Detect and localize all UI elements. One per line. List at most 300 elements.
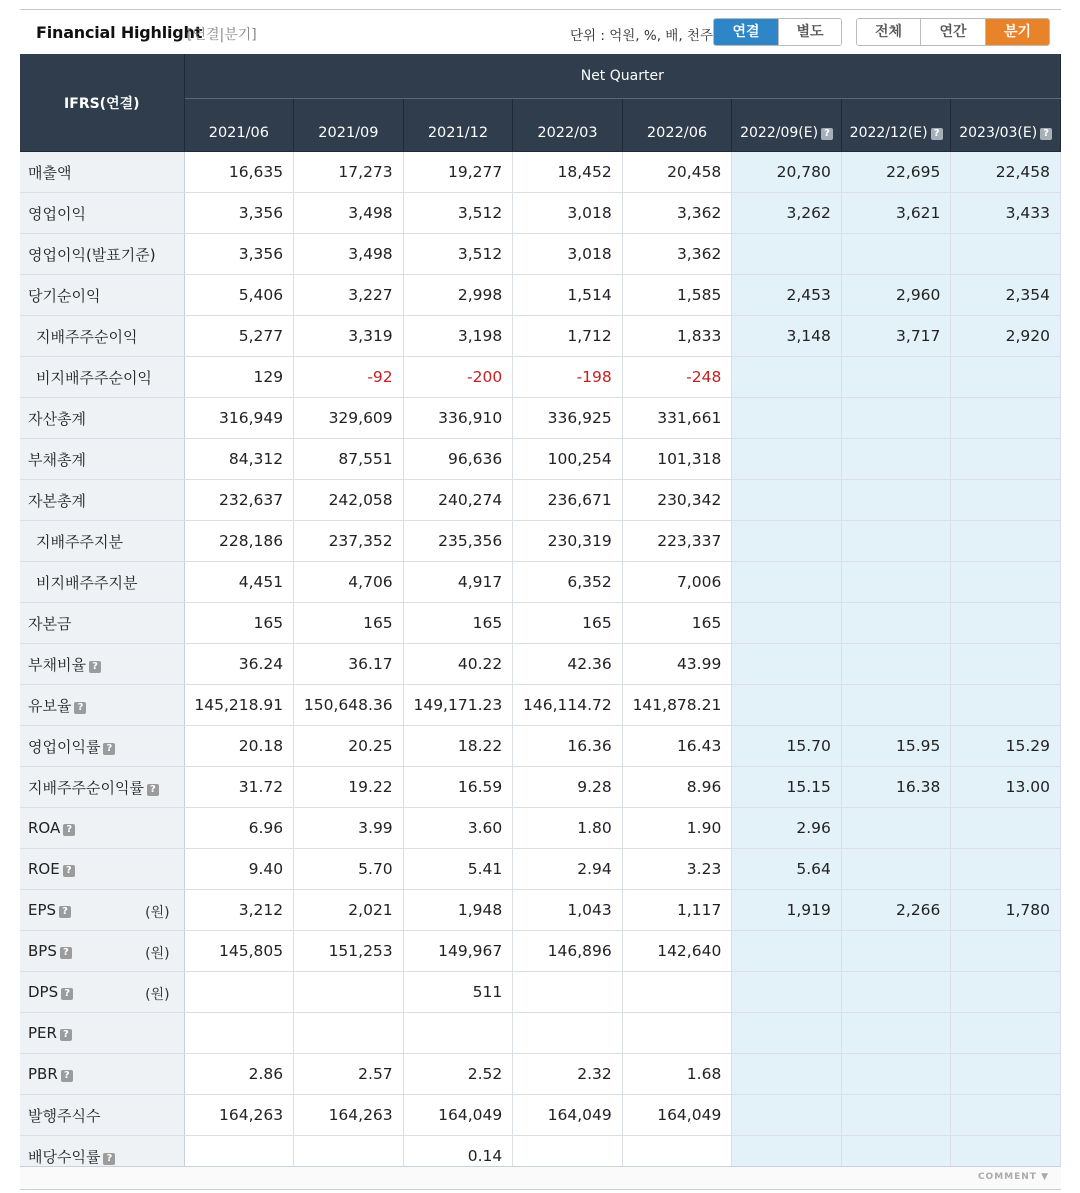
financial-table (20, 54, 1061, 1177)
value-cell: 2,960 (841, 275, 951, 316)
table-row (20, 644, 1061, 685)
value-cell: 4,917 (403, 562, 513, 603)
value-cell (951, 357, 1061, 398)
value-cell: 3,018 (513, 193, 623, 234)
row-label-cell (20, 439, 184, 480)
value-cell (841, 1013, 951, 1054)
value-cell: 16.36 (513, 726, 623, 767)
value-cell: 16.59 (403, 767, 513, 808)
value-cell (841, 398, 951, 439)
value-cell (951, 480, 1061, 521)
value-cell: 7,006 (622, 562, 732, 603)
value-cell: 149,967 (403, 931, 513, 972)
row-label-cell (20, 357, 184, 398)
row-label-cell (20, 562, 184, 603)
value-cell: 84,312 (184, 439, 294, 480)
row-label-cell (20, 1054, 184, 1095)
value-cell (841, 931, 951, 972)
value-cell: 146,896 (513, 931, 623, 972)
value-cell: 1.80 (513, 808, 623, 849)
value-cell: 165 (622, 603, 732, 644)
value-cell: 3,512 (403, 193, 513, 234)
value-cell (841, 972, 951, 1013)
value-cell (951, 439, 1061, 480)
row-label-cell (20, 1095, 184, 1136)
value-cell: -248 (622, 357, 732, 398)
value-cell (841, 1095, 951, 1136)
value-cell: 16.38 (841, 767, 951, 808)
row-label: BPS (28, 942, 57, 960)
tab-quarterly[interactable]: 분기 (986, 19, 1049, 45)
table-row (20, 562, 1061, 603)
value-cell: 2.52 (403, 1054, 513, 1095)
table-row (20, 685, 1061, 726)
period-header (294, 99, 404, 152)
value-cell: 4,706 (294, 562, 404, 603)
table-row (20, 357, 1061, 398)
comment-bar (20, 1166, 1061, 1190)
period-label: 2021/09 (318, 125, 379, 141)
value-cell: 235,356 (403, 521, 513, 562)
value-cell: 3,717 (841, 316, 951, 357)
table-row (20, 808, 1061, 849)
table-body (20, 152, 1061, 1177)
value-cell: 1,514 (513, 275, 623, 316)
value-cell: 2.96 (732, 808, 842, 849)
value-cell (732, 234, 842, 275)
help-icon[interactable]: ? (63, 865, 75, 877)
table-row (20, 726, 1061, 767)
tab-separate[interactable]: 별도 (779, 19, 841, 45)
comment-toggle[interactable]: COMMENT ▼ (977, 1172, 1049, 1182)
value-cell: 18,452 (513, 152, 623, 193)
value-cell (403, 1013, 513, 1054)
value-cell: 96,636 (403, 439, 513, 480)
value-cell (184, 1013, 294, 1054)
group-header: Net Quarter (184, 54, 1060, 99)
value-cell (951, 849, 1061, 890)
value-cell: 3,362 (622, 193, 732, 234)
help-icon[interactable]: ? (103, 1153, 115, 1165)
value-cell (622, 972, 732, 1013)
value-cell: 165 (184, 603, 294, 644)
value-cell: 1.68 (622, 1054, 732, 1095)
value-cell: 2,266 (841, 890, 951, 931)
row-label: ROA (28, 819, 61, 837)
row-label: 유보율 (28, 696, 72, 715)
value-cell: 141,878.21 (622, 685, 732, 726)
value-cell (841, 644, 951, 685)
help-icon[interactable]: ? (63, 824, 75, 836)
value-cell (732, 562, 842, 603)
row-label: 부채총계 (28, 450, 86, 469)
value-cell (951, 1013, 1061, 1054)
row-label: 영업이익률 (28, 737, 101, 756)
value-cell: 145,218.91 (184, 685, 294, 726)
value-cell (732, 644, 842, 685)
value-cell: 0.14 (403, 1136, 513, 1177)
value-cell: 2,354 (951, 275, 1061, 316)
tab-consolidated[interactable]: 연결 (714, 19, 779, 45)
period-label: 2022/12(E) (849, 125, 928, 141)
value-cell: 16,635 (184, 152, 294, 193)
value-cell (951, 931, 1061, 972)
value-cell: 240,274 (403, 480, 513, 521)
value-cell (841, 849, 951, 890)
row-label: 발행주식수 (28, 1106, 101, 1125)
value-cell (841, 357, 951, 398)
value-cell: 164,263 (294, 1095, 404, 1136)
table-row (20, 767, 1061, 808)
row-label-cell (20, 152, 184, 193)
table-row (20, 439, 1061, 480)
row-label-cell (20, 726, 184, 767)
value-cell: 1,585 (622, 275, 732, 316)
row-label: PBR (28, 1065, 58, 1083)
panel-subtitle: [연결|분기] (187, 27, 257, 43)
value-cell (951, 603, 1061, 644)
value-cell (841, 439, 951, 480)
period-header (951, 99, 1061, 152)
value-cell: 2.94 (513, 849, 623, 890)
value-cell: 146,114.72 (513, 685, 623, 726)
value-cell (732, 685, 842, 726)
row-label: 자본총계 (28, 491, 86, 510)
row-label-cell (20, 931, 184, 972)
value-cell: 329,609 (294, 398, 404, 439)
value-cell: 164,049 (622, 1095, 732, 1136)
row-label: 배당수익률 (28, 1147, 101, 1166)
value-cell: 2.57 (294, 1054, 404, 1095)
row-label-cell (20, 480, 184, 521)
period-header (184, 99, 294, 152)
value-cell (951, 562, 1061, 603)
value-cell: 1,833 (622, 316, 732, 357)
value-cell (294, 1013, 404, 1054)
row-label-cell (20, 972, 184, 1013)
value-cell: 43.99 (622, 644, 732, 685)
value-cell: 18.22 (403, 726, 513, 767)
table-row (20, 1013, 1061, 1054)
unit-label: 단위 : 억원, %, 배, 천주 (570, 28, 713, 44)
value-cell (951, 1054, 1061, 1095)
help-icon[interactable]: ? (103, 743, 115, 755)
value-cell (841, 562, 951, 603)
value-cell (951, 398, 1061, 439)
value-cell: 331,661 (622, 398, 732, 439)
help-icon[interactable]: ? (821, 128, 833, 140)
period-label: 2022/03 (537, 125, 598, 141)
value-cell (294, 972, 404, 1013)
value-cell: 3,356 (184, 193, 294, 234)
row-label: 자산총계 (28, 409, 86, 428)
row-label-cell (20, 234, 184, 275)
value-cell: 3.23 (622, 849, 732, 890)
help-icon[interactable]: ? (59, 906, 71, 918)
value-cell (841, 521, 951, 562)
value-cell: 1,117 (622, 890, 732, 931)
row-label-cell (20, 644, 184, 685)
row-label: 당기순이익 (28, 286, 101, 305)
value-cell (622, 1013, 732, 1054)
help-icon[interactable]: ? (61, 1070, 73, 1082)
value-cell: 3,212 (184, 890, 294, 931)
value-cell (184, 972, 294, 1013)
value-cell: 164,263 (184, 1095, 294, 1136)
row-label: 매출액 (28, 163, 72, 182)
row-label-cell (20, 849, 184, 890)
value-cell: 2,998 (403, 275, 513, 316)
value-cell (732, 480, 842, 521)
help-icon[interactable]: ? (74, 702, 86, 714)
corner-header: IFRS(연결) (20, 54, 184, 152)
row-label-cell (20, 603, 184, 644)
value-cell: 6,352 (513, 562, 623, 603)
period-label: 2021/06 (208, 125, 269, 141)
value-cell (513, 972, 623, 1013)
value-cell: 1,712 (513, 316, 623, 357)
value-cell: 5.64 (732, 849, 842, 890)
table-row (20, 398, 1061, 439)
help-icon[interactable]: ? (60, 1029, 72, 1041)
table-row (20, 275, 1061, 316)
value-cell (951, 234, 1061, 275)
row-label: PER (28, 1024, 57, 1042)
row-label-cell (20, 275, 184, 316)
value-cell: 15.70 (732, 726, 842, 767)
row-label: 지배주주순이익률 (28, 778, 144, 797)
value-cell: 20,780 (732, 152, 842, 193)
row-label: 자본금 (28, 614, 72, 633)
row-label-cell (20, 398, 184, 439)
table-row (20, 849, 1061, 890)
value-cell: 3,262 (732, 193, 842, 234)
row-label-cell (20, 808, 184, 849)
value-cell: 164,049 (403, 1095, 513, 1136)
value-cell: 336,910 (403, 398, 513, 439)
value-cell: 20.25 (294, 726, 404, 767)
value-cell: 1,780 (951, 890, 1061, 931)
value-cell: 36.17 (294, 644, 404, 685)
value-cell: 223,337 (622, 521, 732, 562)
value-cell: 150,648.36 (294, 685, 404, 726)
value-cell (732, 357, 842, 398)
period-header (622, 99, 732, 152)
row-label: 지배주주지분 (36, 532, 123, 551)
unit-won: (원) (145, 905, 170, 921)
value-cell (841, 603, 951, 644)
value-cell: 3.60 (403, 808, 513, 849)
row-label-cell (20, 316, 184, 357)
value-cell (951, 972, 1061, 1013)
value-cell (513, 1013, 623, 1054)
table-row (20, 972, 1061, 1013)
value-cell: 3,319 (294, 316, 404, 357)
table-row (20, 234, 1061, 275)
value-cell: 3,498 (294, 193, 404, 234)
value-cell: 5.41 (403, 849, 513, 890)
value-cell (732, 1054, 842, 1095)
value-cell: 165 (403, 603, 513, 644)
row-label: 지배주주순이익 (36, 327, 138, 346)
value-cell: 5,277 (184, 316, 294, 357)
help-icon[interactable]: ? (60, 947, 72, 959)
value-cell: 142,640 (622, 931, 732, 972)
row-label-cell (20, 521, 184, 562)
value-cell (951, 1095, 1061, 1136)
table-row (20, 890, 1061, 931)
value-cell: 100,254 (513, 439, 623, 480)
table-row (20, 521, 1061, 562)
value-cell: -200 (403, 357, 513, 398)
table-row (20, 603, 1061, 644)
value-cell: 15.15 (732, 767, 842, 808)
value-cell: 3,198 (403, 316, 513, 357)
help-icon[interactable]: ? (147, 784, 159, 796)
value-cell: 22,695 (841, 152, 951, 193)
value-cell (732, 439, 842, 480)
value-cell: 5,406 (184, 275, 294, 316)
period-toggle (856, 18, 1050, 46)
value-cell: 20,458 (622, 152, 732, 193)
row-label: EPS (28, 901, 57, 919)
value-cell: 129 (184, 357, 294, 398)
table-row (20, 1054, 1061, 1095)
value-cell (732, 603, 842, 644)
basis-toggle (713, 18, 842, 46)
value-cell: 151,253 (294, 931, 404, 972)
value-cell: 5.70 (294, 849, 404, 890)
row-label: 부채비율 (28, 655, 86, 674)
table-row (20, 480, 1061, 521)
row-label-cell (20, 1013, 184, 1054)
value-cell: 3.99 (294, 808, 404, 849)
value-cell: 16.43 (622, 726, 732, 767)
value-cell: 1.90 (622, 808, 732, 849)
value-cell: 3,148 (732, 316, 842, 357)
value-cell: 6.96 (184, 808, 294, 849)
value-cell: 19.22 (294, 767, 404, 808)
value-cell: 31.72 (184, 767, 294, 808)
panel-header (20, 10, 1061, 54)
tab-annual[interactable]: 연간 (921, 19, 986, 45)
table-row (20, 152, 1061, 193)
value-cell: 237,352 (294, 521, 404, 562)
table-row (20, 193, 1061, 234)
value-cell: 230,319 (513, 521, 623, 562)
row-label-cell (20, 890, 184, 931)
value-cell: 2.86 (184, 1054, 294, 1095)
value-cell: 3,498 (294, 234, 404, 275)
value-cell: 145,805 (184, 931, 294, 972)
value-cell (732, 398, 842, 439)
value-cell: 1,043 (513, 890, 623, 931)
value-cell (732, 931, 842, 972)
value-cell: 3,621 (841, 193, 951, 234)
value-cell: -198 (513, 357, 623, 398)
row-label-cell (20, 767, 184, 808)
row-label: 비지배주주순이익 (36, 368, 152, 387)
value-cell (951, 644, 1061, 685)
table-row (20, 316, 1061, 357)
period-label: 2021/12 (427, 125, 489, 141)
tab-all[interactable]: 전체 (857, 19, 921, 45)
value-cell: 15.29 (951, 726, 1061, 767)
value-cell (951, 685, 1061, 726)
help-icon[interactable]: ? (931, 128, 943, 140)
help-icon[interactable]: ? (1040, 128, 1052, 140)
value-cell: 15.95 (841, 726, 951, 767)
value-cell: 336,925 (513, 398, 623, 439)
period-label: 2022/06 (646, 125, 708, 141)
value-cell: 8.96 (622, 767, 732, 808)
value-cell: 40.22 (403, 644, 513, 685)
value-cell (732, 521, 842, 562)
value-cell: 165 (513, 603, 623, 644)
value-cell: 149,171.23 (403, 685, 513, 726)
value-cell (951, 808, 1061, 849)
value-cell: 101,318 (622, 439, 732, 480)
row-label: 영업이익(발표기준) (28, 245, 156, 264)
period-header (732, 99, 842, 152)
value-cell: 3,356 (184, 234, 294, 275)
value-cell (841, 808, 951, 849)
value-cell: 511 (403, 972, 513, 1013)
row-label-cell (20, 193, 184, 234)
period-label: 2023/03(E) (959, 125, 1038, 141)
value-cell (841, 685, 951, 726)
value-cell (841, 1054, 951, 1095)
value-cell: 22,458 (951, 152, 1061, 193)
value-cell: 3,433 (951, 193, 1061, 234)
period-header (403, 99, 513, 152)
value-cell: 1,948 (403, 890, 513, 931)
value-cell: 164,049 (513, 1095, 623, 1136)
value-cell: 42.36 (513, 644, 623, 685)
unit-won: (원) (145, 987, 170, 1003)
unit-won: (원) (145, 946, 170, 962)
financial-highlight-panel (20, 10, 1061, 1166)
value-cell: 165 (294, 603, 404, 644)
value-cell: 87,551 (294, 439, 404, 480)
value-cell: 4,451 (184, 562, 294, 603)
value-cell: 36.24 (184, 644, 294, 685)
help-icon[interactable]: ? (89, 661, 101, 673)
value-cell (951, 521, 1061, 562)
value-cell: 316,949 (184, 398, 294, 439)
panel-title: Financial Highlight (36, 23, 203, 42)
value-cell: 3,362 (622, 234, 732, 275)
period-header (841, 99, 951, 152)
value-cell: 230,342 (622, 480, 732, 521)
value-cell (732, 1095, 842, 1136)
row-label: ROE (28, 860, 60, 878)
value-cell (732, 1013, 842, 1054)
table-row (20, 1095, 1061, 1136)
value-cell: -92 (294, 357, 404, 398)
table-row (20, 931, 1061, 972)
value-cell (841, 480, 951, 521)
value-cell: 9.28 (513, 767, 623, 808)
period-header (513, 99, 623, 152)
row-label: 영업이익 (28, 204, 86, 223)
value-cell: 13.00 (951, 767, 1061, 808)
period-label: 2022/09(E) (740, 125, 819, 141)
value-cell: 232,637 (184, 480, 294, 521)
help-icon[interactable]: ? (61, 988, 73, 1000)
value-cell: 20.18 (184, 726, 294, 767)
value-cell: 9.40 (184, 849, 294, 890)
